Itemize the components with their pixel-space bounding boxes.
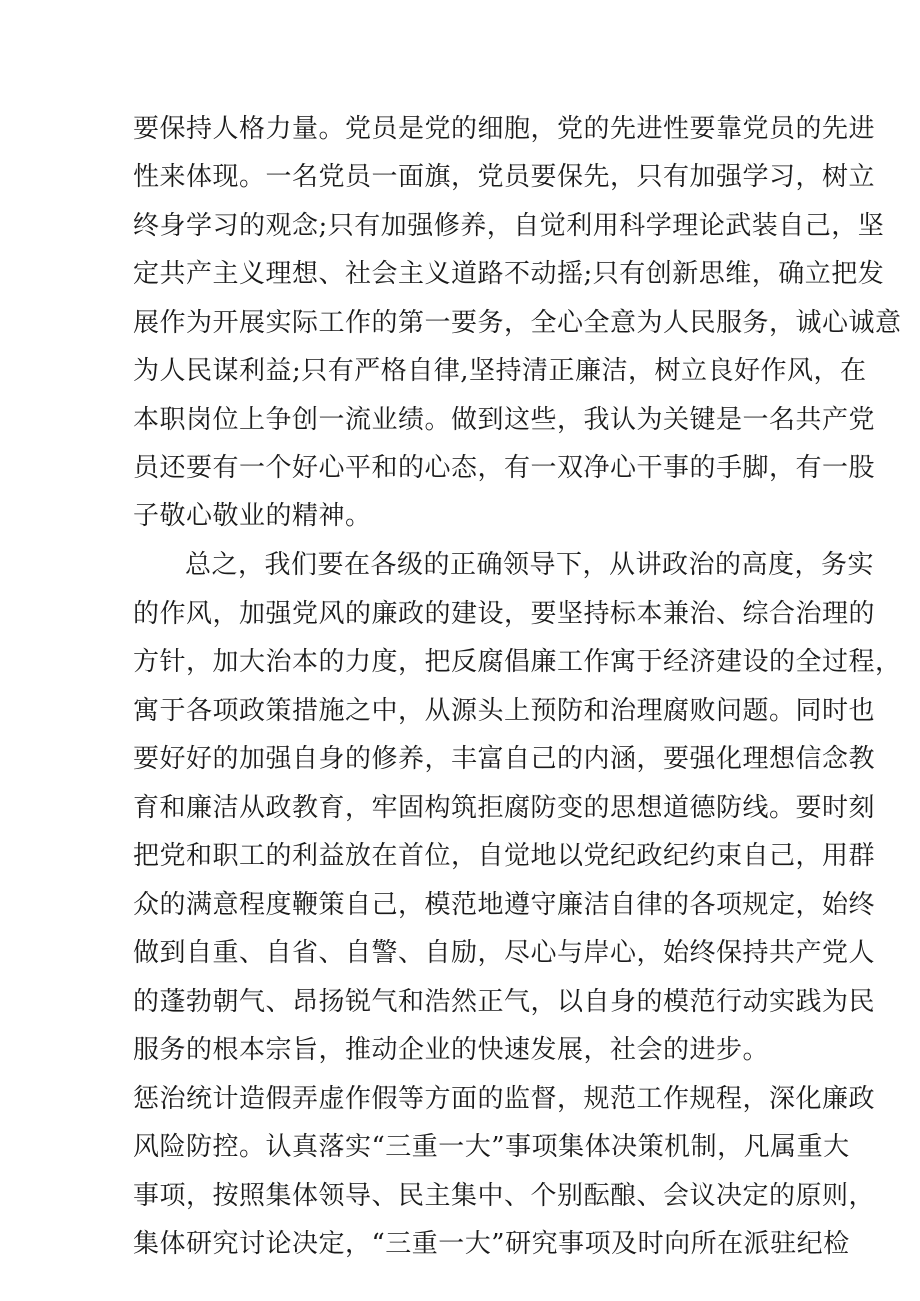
text-line: 要好好的加强自身的修养，丰富自己的内涵，要强化理想信念教 bbox=[133, 744, 876, 774]
text-line: 惩治统计造假弄虚作假等方面的监督，规范工作规程，深化廉政 bbox=[133, 1084, 876, 1114]
text-line: 育和廉洁从政教育，牢固构筑拒腐防变的思想道德防线。要时刻 bbox=[133, 793, 876, 823]
text-line: 本职岗位上争创一流业绩。做到这些，我认为关键是一名共产党 bbox=[133, 405, 876, 435]
text-line: 员还要有一个好心平和的心态，有一双净心干事的手脚，有一股 bbox=[133, 453, 876, 483]
text-line: 风险防控。认真落实“三重一大”事项集体决策机制，凡属重大 bbox=[133, 1132, 850, 1162]
text-line: 终身学习的观念;只有加强修养，自觉利用科学理论武装自己，坚 bbox=[133, 211, 885, 241]
text-line: 子敬心敬业的精神。 bbox=[133, 501, 372, 531]
text-line: 的作风，加强党风的廉政的建设，要坚持标本兼治、综合治理的 bbox=[133, 599, 876, 629]
text-line: 定共产主义理想、社会主义道路不动摇;只有创新思维，确立把发 bbox=[133, 259, 885, 289]
text-line: 总之，我们要在各级的正确领导下，从讲政治的高度，务实 bbox=[185, 550, 875, 580]
text-line: 把党和职工的利益放在首位，自觉地以党纪政纪约束自己，用群 bbox=[133, 841, 876, 871]
text-line: 展作为开展实际工作的第一要务，全心全意为人民服务，诚心诚意 bbox=[133, 308, 902, 338]
text-line: 寓于各项政策措施之中，从源头上预防和治理腐败问题。同时也 bbox=[133, 696, 876, 726]
text-line: 服务的根本宗旨，推动企业的快速发展，社会的进步。 bbox=[133, 1035, 770, 1065]
text-line: 做到自重、自省、自警、自励，尽心与岸心，始终保持共产党人 bbox=[133, 938, 876, 968]
text-line: 的蓬勃朝气、昂扬锐气和浩然正气，以自身的模范行动实践为民 bbox=[133, 987, 876, 1017]
text-line: 要保持人格力量。党员是党的细胞，党的先进性要靠党员的先进 bbox=[133, 114, 876, 144]
text-line: 众的满意程度鞭策自己，模范地遵守廉洁自律的各项规定，始终 bbox=[133, 890, 876, 920]
text-line: 性来体现。一名党员一面旗，党员要保先，只有加强学习，树立 bbox=[133, 162, 876, 192]
text-line: 事项，按照集体领导、民主集中、个别酝酿、会议决定的原则， bbox=[133, 1181, 876, 1211]
text-line: 集体研究讨论决定，“三重一大”研究事项及时向所在派驻纪检 bbox=[133, 1229, 850, 1259]
text-line: 方针，加大治本的力度，把反腐倡廉工作寓于经济建设的全过程， bbox=[133, 647, 902, 677]
text-line: 为人民谋利益;只有严格自律,坚持清正廉洁，树立良好作风，在 bbox=[133, 356, 867, 386]
